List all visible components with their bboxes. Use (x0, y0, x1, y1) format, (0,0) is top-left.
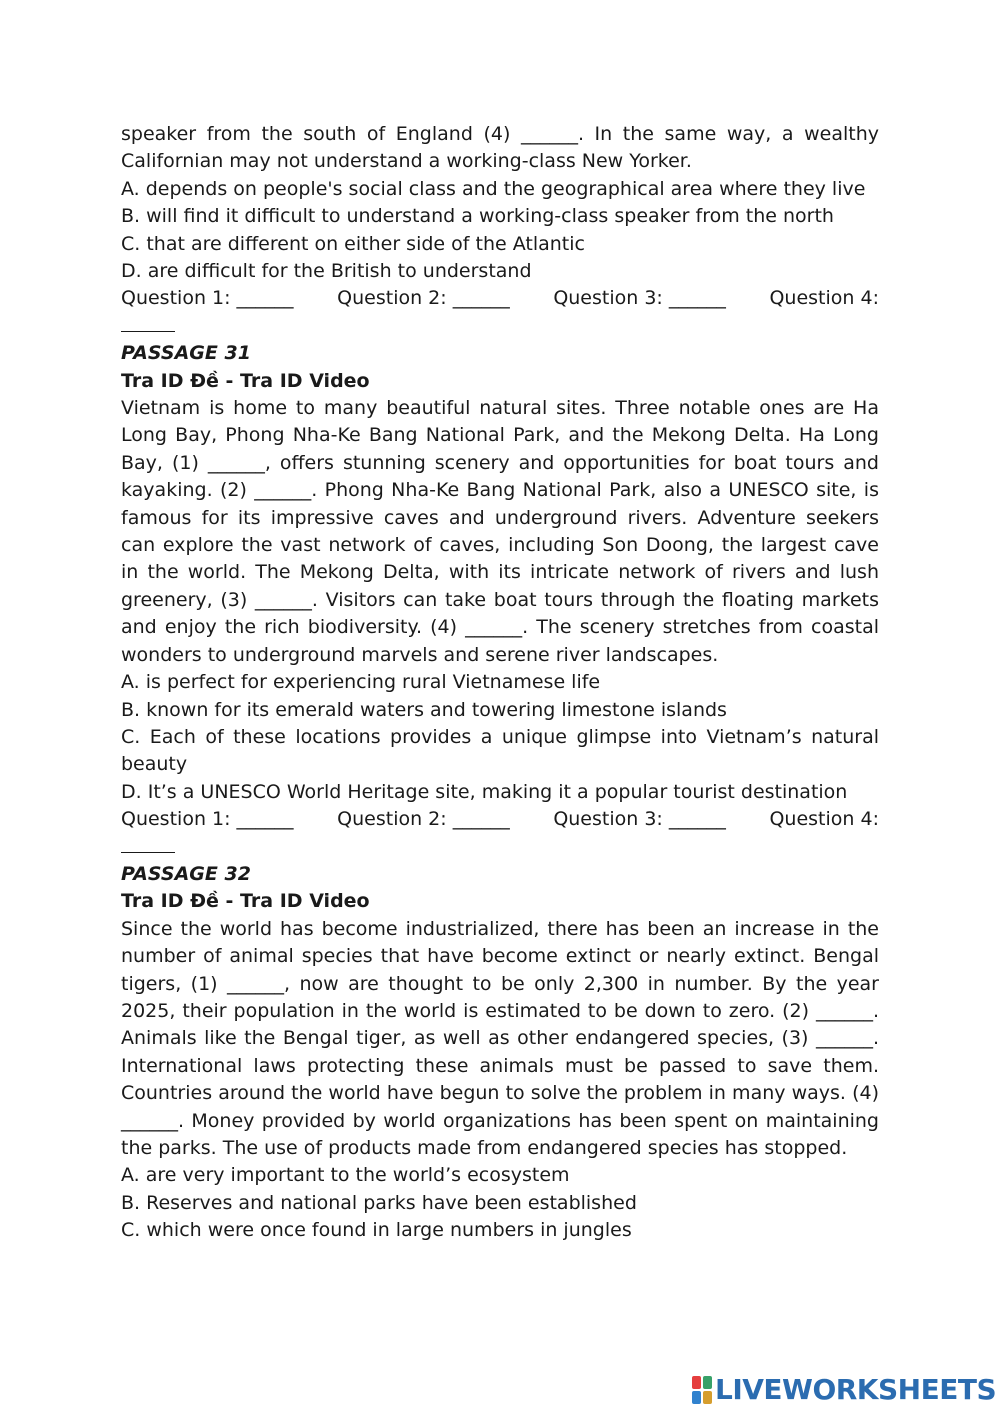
logo-square-3 (692, 1391, 701, 1404)
passage30-text: speaker from the south of England (4) ______. In the same way, a wealthy Californian may not understand a working-class New Yorker. (121, 123, 879, 173)
liveworksheets-logo-text: LIVEWORKSHEETS (715, 1373, 997, 1406)
passage30-option-b: B. will find it difficult to understand a working-class speaker from the north (121, 205, 834, 228)
liveworksheets-logo (692, 1374, 996, 1406)
passage30-question-2[interactable]: Question 2: ______ (337, 287, 510, 310)
passage32-text: Since the world has become industrialized, there has been an increase in the number of animal species that have become extinct or nearly extinct. Bengal tigers, (1) ______, now are thought to be only 2,300 in number. By the year 2025, their population in the world is estimated to be down to zero. (2) ______. Animals like the Bengal tiger, as well as other endangered species, (3) ______. International laws protecting these animals must be passed to save them. Countries around the world have begun to solve the problem in many ways. (4) ______. Money provided by world organizations has been spent on maintaining the parks. The use of products made from endangered species has stopped. (121, 917, 879, 1159)
passage31-text: Vietnam is home to many beautiful natural sites. Three notable ones are Ha Long Bay, Phong Nha-Ke Bang National Park, and the Mekong Delta. Ha Long Bay, (1) ______, offers stunning scenery and opportunities for boat tours and kayaking. (2) ______. Phong Nha-Ke Bang National Park, also a UNESCO site, is famous for its impressive caves and underground rivers. Adventure seekers can explore the vast network of caves, including Son Doong, the largest cave in the world. The Mekong Delta, with its intricate network of rivers and lush greenery, (3) ______. Visitors can take boat tours through the floating markets and enjoy the rich biodiversity. (4) ______. The scenery stretches from coastal wonders to underground marvels and serene river landscapes. (121, 397, 879, 666)
passage30-question-4-blank[interactable] (121, 313, 879, 340)
logo-square-2 (703, 1376, 712, 1389)
passage31-option-a: A. is perfect for experiencing rural Vietnamese life (121, 671, 601, 694)
passage32-option-c: C. which were once found in large numbers in jungles (121, 1219, 632, 1242)
passage31-option-d: D. It’s a UNESCO World Heritage site, making it a popular tourist destination (121, 780, 848, 803)
passage31-tra-id: Tra ID Đề - Tra ID Video (121, 369, 370, 392)
passage32-option-b: B. Reserves and national parks have been established (121, 1191, 637, 1214)
passage30-question-4[interactable]: Question 4: (769, 287, 879, 310)
logo-square-1 (692, 1376, 701, 1389)
passage30-option-d: D. are difficult for the British to understand (121, 260, 532, 283)
passage30-question-1[interactable]: Question 1: ______ (121, 287, 294, 310)
liveworksheets-logo-icon (692, 1376, 712, 1404)
logo-square-4 (703, 1391, 712, 1404)
passage31-question-1[interactable]: Question 1: ______ (121, 808, 294, 831)
passage32-tra-id: Tra ID Đề - Tra ID Video (121, 890, 370, 913)
passage31-question-3[interactable]: Question 3: ______ (553, 808, 726, 831)
passage31-question-2[interactable]: Question 2: ______ (337, 808, 510, 831)
passage32-title: PASSAGE 32 (121, 862, 251, 885)
passage31-title: PASSAGE 31 (121, 342, 251, 365)
passage31-question-row (121, 806, 879, 833)
passage30-option-a: A. depends on people's social class and the geographical area where they live (121, 177, 866, 200)
passage31-question-4-blank[interactable] (121, 834, 879, 861)
passage32-option-a: A. are very important to the world’s ecosystem (121, 1164, 570, 1187)
passage30-question-row (121, 285, 879, 312)
passage30-question-3[interactable]: Question 3: ______ (553, 287, 726, 310)
passage31-question-4[interactable]: Question 4: (769, 808, 879, 831)
passage30-option-c: C. that are different on either side of the Atlantic (121, 232, 585, 255)
passage31-option-c: C. Each of these locations provides a unique glimpse into Vietnam’s natural beauty (121, 725, 879, 776)
worksheet-page (121, 121, 879, 1245)
passage31-option-b: B. known for its emerald waters and towering limestone islands (121, 698, 727, 721)
